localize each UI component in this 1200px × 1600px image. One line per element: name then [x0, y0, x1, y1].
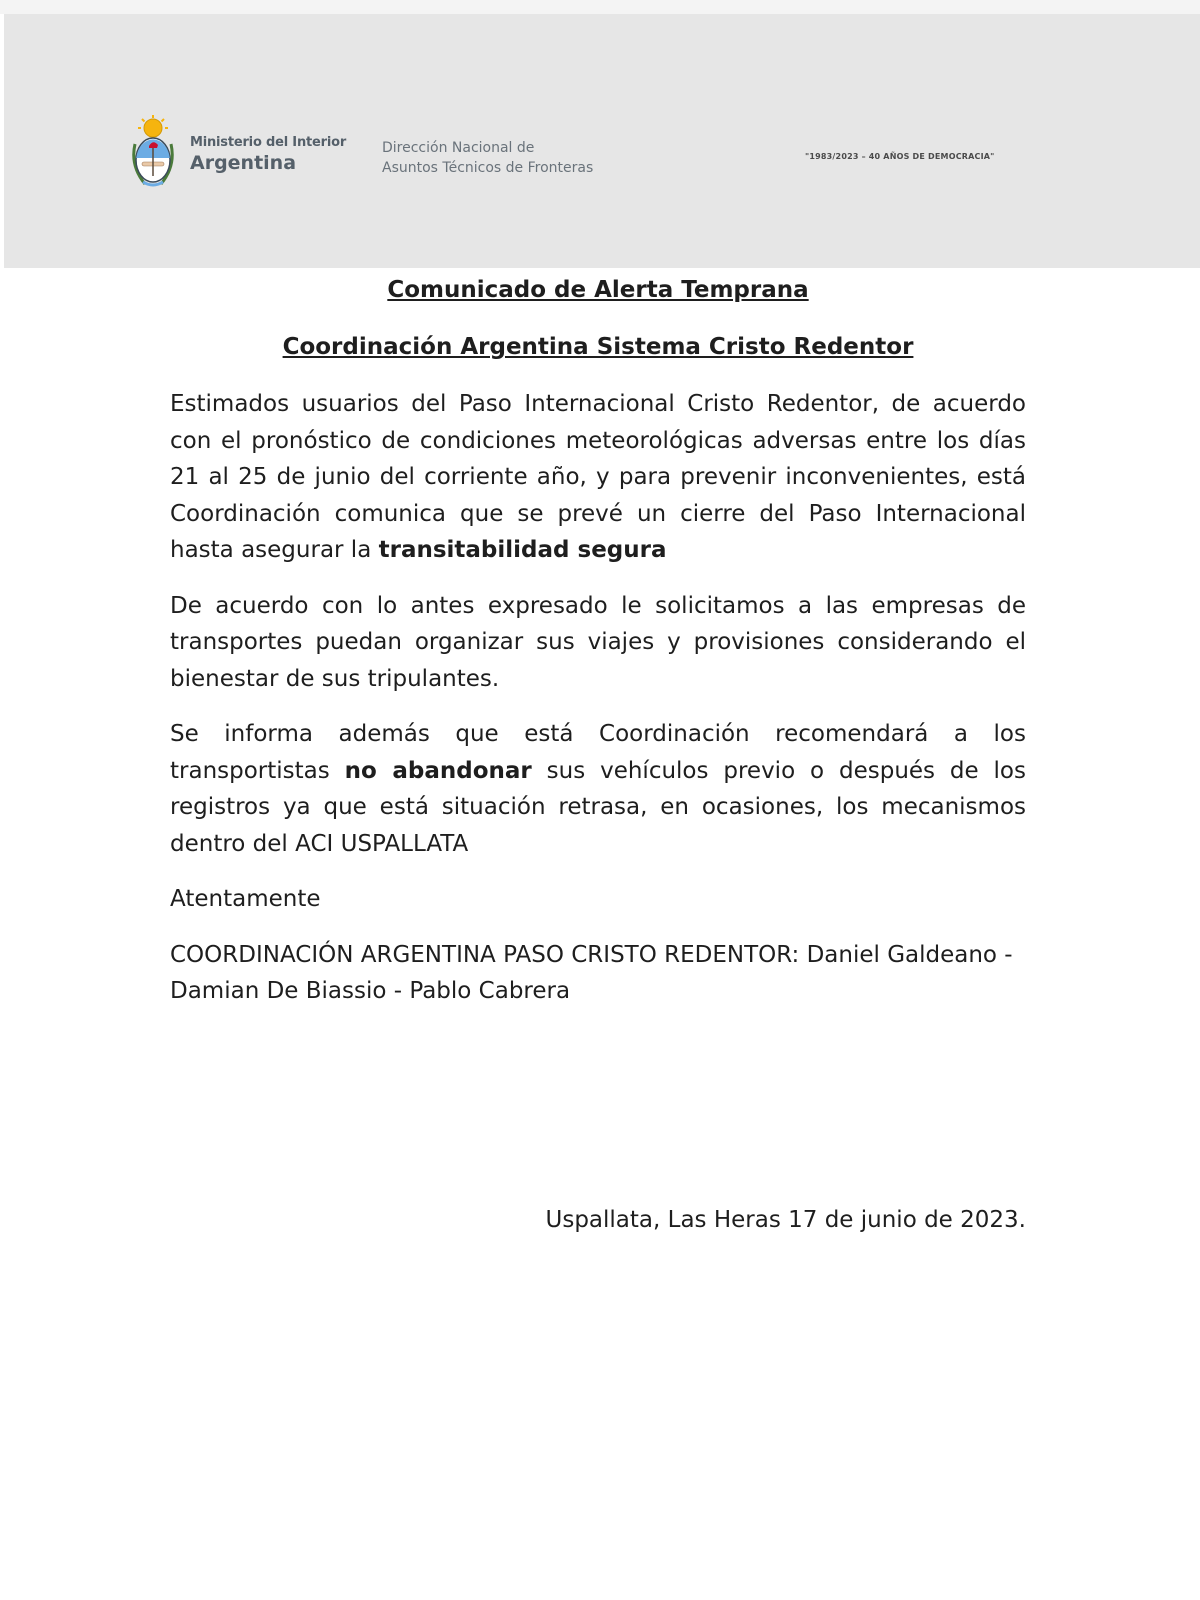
direccion-line1: Dirección Nacional de: [382, 140, 535, 156]
direccion-text: [382, 138, 593, 178]
paragraph-2: De acuerdo con lo antes expresado le solicitamos a las empresas de transportes puedan organizar sus viajes y provisiones considerando el bienestar de sus tripulantes.: [170, 592, 1026, 692]
document-body: [170, 386, 1026, 1029]
ministry-logo-text: [190, 135, 346, 175]
ministry-name: Ministerio del Interior: [190, 135, 347, 150]
document-title: Comunicado de Alerta Temprana: [387, 277, 809, 303]
ministry-country: Argentina: [190, 152, 297, 174]
coat-of-arms-icon: [129, 114, 177, 190]
democracy-motto: "1983/2023 – 40 AÑOS DE DEMOCRACIA": [805, 152, 995, 161]
top-strip: [0, 0, 1200, 14]
paragraph-3-bold: no abandonar: [344, 757, 532, 784]
document-date: Uspallata, Las Heras 17 de junio de 2023.: [545, 1207, 1026, 1233]
paragraph-3-before: Se informa además que está Coordinación recomendará a los transportistas: [170, 721, 1026, 784]
paragraph-1-bold: transitabilidad segura: [378, 537, 667, 563]
paragraph-3-after: sus vehículos previo o después de los registros ya que está situación retrasa, en ocasiones, los mecanismos dentro del ACI USPALLATA: [170, 757, 1026, 857]
letterhead-band: [4, 14, 1200, 268]
signature: COORDINACIÓN ARGENTINA PASO CRISTO REDENTOR: Daniel Galdeano - Damian De Biassio - Pablo Cabrera: [170, 941, 1013, 1004]
closing: Atentamente: [170, 886, 321, 912]
paragraph-3: [170, 716, 1026, 862]
paragraph-1-text: Estimados usuarios del Paso Internacional Cristo Redentor, de acuerdo con el pronóstico de condiciones meteorológicas adversas entre los días 21 al 25 de junio del corriente año, y para prevenir inconvenientes, está Coordinación comunica que se prevé un cierre del Paso Internacional hasta asegurar la: [170, 391, 1026, 563]
paragraph-1: [170, 386, 1026, 569]
direccion-line2: Asuntos Técnicos de Fronteras: [382, 160, 594, 176]
document-subtitle: Coordinación Argentina Sistema Cristo Redentor: [282, 334, 914, 360]
